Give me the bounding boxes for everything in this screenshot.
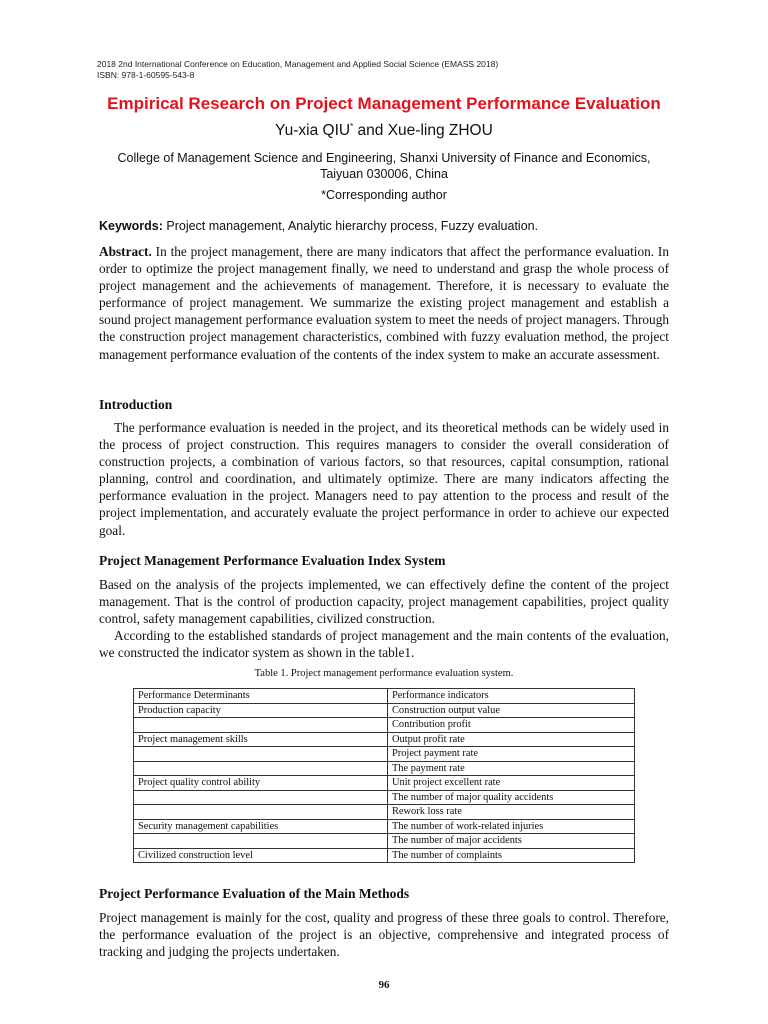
conference-header: 2018 2nd International Conference on Education, Management and Applied Social Science (EMASS 2018): [97, 59, 499, 69]
table-cell-determinant: Security management capabilities: [134, 819, 388, 834]
table-cell-determinant: Project quality control ability: [134, 776, 388, 791]
table-row: [134, 834, 635, 849]
table-cell-determinant: Production capacity: [134, 703, 388, 718]
table-cell-indicator: Construction output value: [388, 703, 635, 718]
section-index-system-paragraph-1: Based on the analysis of the projects implemented, we can effectively define the content of the project management. That is the control of production capacity, project management capabilities, project quality control, safety management capabilities, civilized construction.: [99, 577, 669, 627]
introduction-heading: Introduction: [99, 397, 173, 412]
abstract: [99, 243, 669, 363]
introduction-paragraph: [99, 419, 669, 539]
section-index-system-text-2: According to the established standards of project management and the main contents of the evaluation, we constructed the indicator system as shown in the table1.: [99, 628, 669, 661]
author-rest: and Xue-ling ZHOU: [353, 122, 493, 140]
affiliation-line-1: College of Management Science and Engineering, Shanxi University of Finance and Economics,: [117, 151, 651, 165]
table-caption: Table 1. Project management performance evaluation system.: [254, 668, 514, 679]
table-cell-indicator: The payment rate: [388, 761, 635, 776]
section-methods-heading: Project Performance Evaluation of the Main Methods: [99, 886, 410, 901]
isbn-line: ISBN: 978-1-60595-543-8: [97, 70, 195, 80]
table-cell-indicator: Rework loss rate: [388, 805, 635, 820]
section-methods-paragraph: Project management is mainly for the cost, quality and progress of these three goals to control. Therefore, the performance evaluation of the project is an objective, comprehensive and integrated process of tracking and judging the projects undertaken.: [99, 910, 669, 960]
table-cell-determinant: Project management skills: [134, 732, 388, 747]
table-row: [134, 790, 635, 805]
table-cell-determinant: [134, 805, 388, 820]
table-cell-indicator: The number of work-related injuries: [388, 819, 635, 834]
table-cell-determinant: [134, 790, 388, 805]
keywords-label: Keywords:: [99, 219, 163, 233]
table-cell-indicator: The number of major quality accidents: [388, 790, 635, 805]
table-cell-indicator: The number of major accidents: [388, 834, 635, 849]
authors: [0, 122, 768, 140]
table-row: [134, 848, 635, 863]
corresponding-author: *Corresponding author: [321, 188, 447, 202]
keywords-text: Project management, Analytic hierarchy process, Fuzzy evaluation.: [162, 219, 539, 233]
author-first: Yu-xia QIU: [275, 122, 351, 140]
table-cell-indicator: Unit project excellent rate: [388, 776, 635, 791]
table-row: [134, 718, 635, 733]
table-cell-determinant: [134, 747, 388, 762]
table-cell-indicator: Output profit rate: [388, 732, 635, 747]
table-row: [134, 805, 635, 820]
affiliation: [0, 150, 768, 182]
table-cell-indicator: The number of complaints: [388, 848, 635, 863]
evaluation-system-table: [133, 688, 635, 863]
affiliation-line-2: Taiyuan 030006, China: [320, 167, 448, 181]
table-row: [134, 703, 635, 718]
table-cell-determinant: Civilized construction level: [134, 848, 388, 863]
abstract-text: In the project management, there are many indicators that affect the performance evaluation. In order to optimize the project management finally, we need to understand and grasp the whole process of project management and the achievements of management. Therefore, it is necessary to evaluate the performance of project management. We summarize the existing project management and establish a sound project management performance evaluation system to meet the needs of project managers. Through the construction project management characteristics, combined with fuzzy evaluation method, the project management performance evaluation of the contents of the index system to make an accurate assessment.: [99, 244, 669, 362]
section-index-system-paragraph-2: [99, 627, 669, 661]
corresponding-mark: *: [350, 122, 354, 131]
table-row: [134, 819, 635, 834]
section-index-system-heading: Project Management Performance Evaluation Index System: [99, 553, 446, 568]
keywords: [99, 219, 538, 233]
table-row: [134, 732, 635, 747]
table-cell-determinant: Performance Determinants: [134, 689, 388, 704]
introduction-text: The performance evaluation is needed in the project, and its theoretical methods can be widely used in the process of project construction. This requires managers to consider the overall consideration of construction projects, a combination of various factors, so that resources, capital consumption, rational planning, control and coordination, and ultimately optimize. There are many indicators affecting the performance evaluation in the project. Managers need to pay attention to the process and result of the project implementation, and accurately evaluate the project performance in order to achieve our expected goal.: [99, 420, 669, 538]
table-cell-indicator: Project payment rate: [388, 747, 635, 762]
table-row: [134, 747, 635, 762]
table-row: [134, 776, 635, 791]
abstract-label: Abstract.: [99, 244, 152, 259]
table-row: [134, 689, 635, 704]
page-number: 96: [378, 979, 390, 991]
table-cell-indicator: Contribution profit: [388, 718, 635, 733]
table-cell-determinant: [134, 718, 388, 733]
table-cell-indicator: Performance indicators: [388, 689, 635, 704]
paper-title: Empirical Research on Project Management Performance Evaluation: [107, 94, 661, 113]
table-cell-determinant: [134, 834, 388, 849]
table-cell-determinant: [134, 761, 388, 776]
table-row: [134, 761, 635, 776]
